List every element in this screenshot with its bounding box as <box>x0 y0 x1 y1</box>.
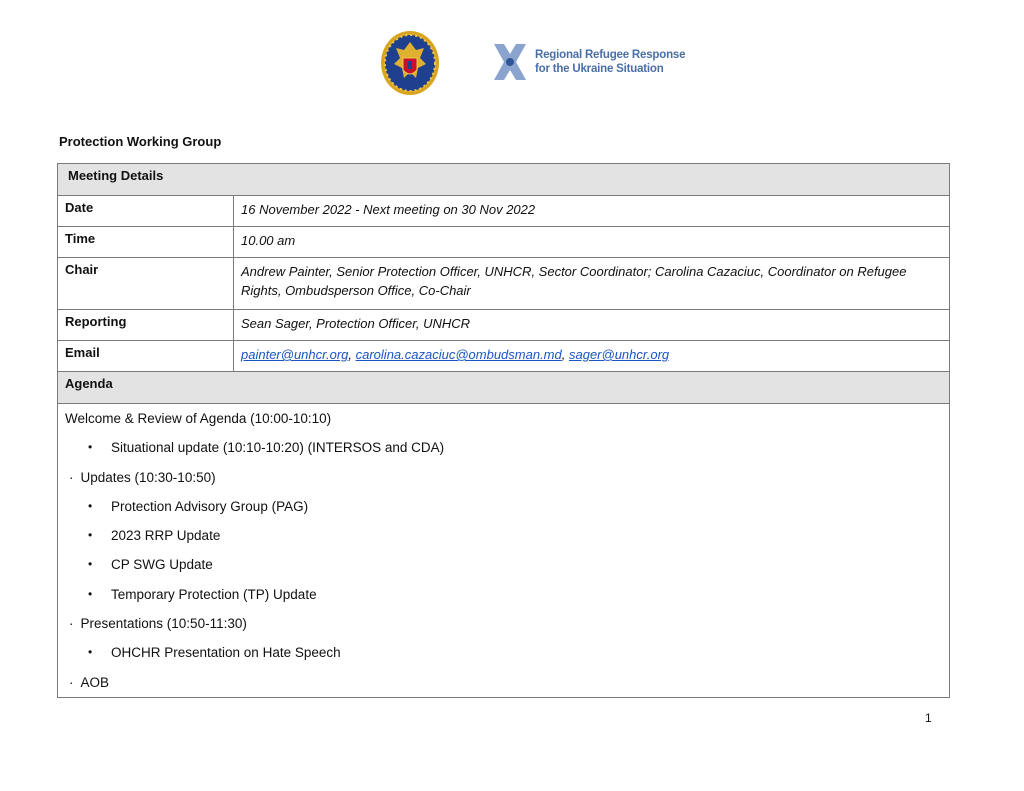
agenda-item: · Updates (10:30-10:50) <box>69 469 216 485</box>
agenda-item: Welcome & Review of Agenda (10:00-10:10) <box>65 411 332 426</box>
email-separator: , <box>561 347 569 362</box>
logo-text-line1: Regional Refugee Response <box>535 49 686 61</box>
coat-of-arms-icon <box>380 30 440 96</box>
email-separator: , <box>348 347 356 362</box>
chair-label: Chair <box>58 258 234 310</box>
time-value: 10.00 am <box>234 227 950 258</box>
agenda-subitem: • CP SWG Update <box>88 557 213 573</box>
email-link-sager[interactable]: sager@unhcr.org <box>568 347 670 362</box>
agenda-subitem: • Situational update (10:10-10:20) (INTERSOS and CDA) <box>88 440 445 456</box>
agenda-body <box>58 404 950 698</box>
date-label: Date <box>58 196 234 227</box>
agenda-item: · AOB <box>69 674 110 690</box>
header-logos <box>0 30 1024 100</box>
agenda-header: Agenda <box>58 372 950 404</box>
date-value: 16 November 2022 - Next meeting on 30 Nov 2022 <box>234 196 950 227</box>
table-row <box>58 227 950 258</box>
agenda-subitem: • Protection Advisory Group (PAG) <box>88 498 309 514</box>
refugee-response-icon <box>490 42 530 82</box>
document-title: Protection Working Group <box>59 134 222 149</box>
meeting-details-table <box>57 163 950 698</box>
regional-refugee-response-logo <box>490 42 685 82</box>
table-row <box>58 258 950 310</box>
email-link-cazaciuc[interactable]: carolina.cazaciuc@ombudsman.md <box>355 347 562 362</box>
agenda-subitem: • OHCHR Presentation on Hate Speech <box>88 645 341 661</box>
email-link-painter[interactable]: painter@unhcr.org <box>241 347 349 362</box>
email-value <box>234 341 950 372</box>
table-row <box>58 196 950 227</box>
page-number: 1 <box>925 711 932 725</box>
reporting-value: Sean Sager, Protection Officer, UNHCR <box>234 310 950 341</box>
table-row <box>58 310 950 341</box>
email-label: Email <box>58 341 234 372</box>
chair-value: Andrew Painter, Senior Protection Officer, UNHCR, Sector Coordinator; Carolina Cazaciuc, Coordinator on Refugee Rights, Ombudsperson Office, Co-Chair <box>234 258 950 310</box>
agenda-subitem: • Temporary Protection (TP) Update <box>88 586 317 602</box>
time-label: Time <box>58 227 234 258</box>
agenda-subitem: • 2023 RRP Update <box>88 528 221 544</box>
table-row <box>58 341 950 372</box>
reporting-label: Reporting <box>58 310 234 341</box>
agenda-item: · Presentations (10:50-11:30) <box>69 616 247 632</box>
meeting-details-header: Meeting Details <box>58 164 950 196</box>
logo-text-line2: for the Ukraine Situation <box>535 63 664 75</box>
agenda-list <box>58 404 949 697</box>
